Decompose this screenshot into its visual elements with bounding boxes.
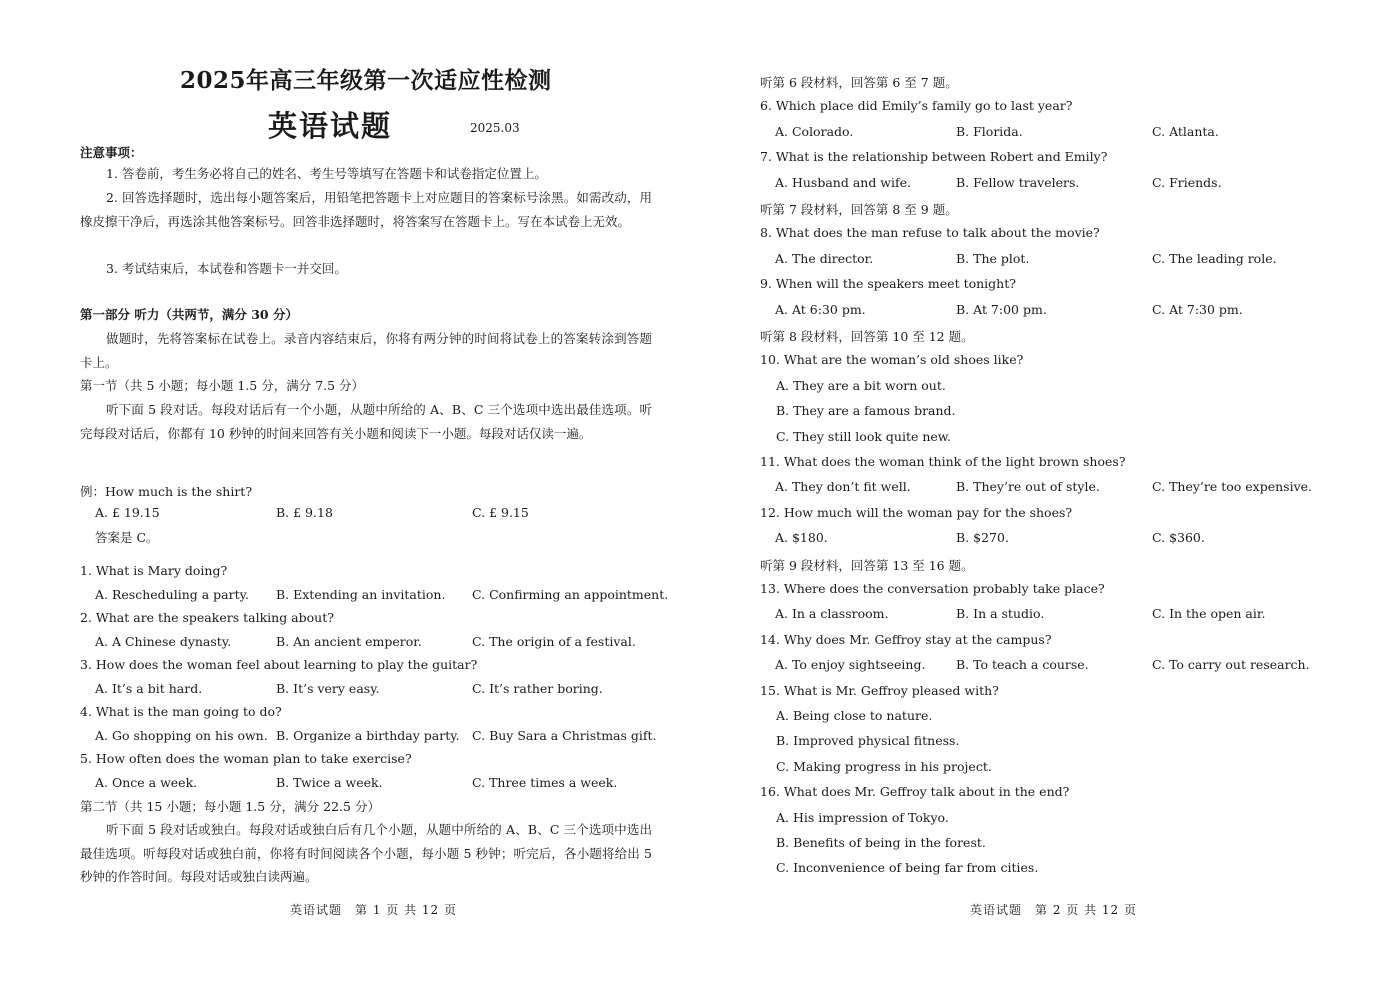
question-1: 1. What is Mary doing?: [80, 563, 228, 578]
option-c: C. $360.: [1152, 530, 1205, 546]
question: 7. What is the relationship between Robert and Emily?: [760, 149, 1108, 165]
option-a: A. In a classroom.: [775, 606, 889, 622]
question-5: 5. How often does the woman plan to take exercise?: [80, 751, 412, 766]
notice-2: 2. 回答选择题时，选出每小题答案后，用铅笔把答题卡上对应题目的答案标号涂黑。如需改动，用橡皮擦干净后，再选涂其他答案标号。回答非选择题时，将答案写在答题卡上。写在本试卷上无效。: [80, 190, 652, 229]
option-b: B. The plot.: [956, 250, 1030, 266]
option-b: B. Benefits of being in the forest.: [776, 835, 986, 850]
option-c: C. Making progress in his project.: [776, 758, 992, 774]
option-a: A. Being close to nature.: [776, 708, 933, 723]
question: 10. What are the woman’s old shoes like?: [760, 352, 1024, 368]
section1-heading: 第一节（共 5 小题；每小题 1.5 分，满分 7.5 分）: [80, 378, 365, 393]
part1-heading: 第一部分 听力（共两节，满分 30 分）: [80, 307, 298, 322]
material-heading: 听第 8 段材料，回答第 10 至 12 题。: [760, 329, 974, 344]
question-2-option-a: A. A Chinese dynasty.: [95, 633, 232, 649]
notice-1: 1. 答卷前，考生务必将自己的姓名、考生号等填写在答题卡和试卷指定位置上。: [106, 166, 547, 181]
question-3-option-b: B. It’s very easy.: [276, 680, 380, 696]
option-c: C. Inconvenience of being far from cities.: [776, 860, 1039, 876]
example-answer: 答案是 C。: [95, 530, 159, 545]
question-1-option-c: C. Confirming an appointment.: [472, 586, 669, 602]
question-5-option-a: A. Once a week.: [95, 774, 198, 790]
option-b: B. To teach a course.: [956, 657, 1089, 673]
option-a: A. They don’t fit well.: [775, 479, 911, 495]
question-2: 2. What are the speakers talking about?: [80, 610, 334, 625]
option-b: B. Florida.: [956, 123, 1023, 139]
example-question: 例：How much is the shirt?: [80, 484, 253, 499]
option-c: C. They still look quite new.: [776, 428, 951, 444]
notice-heading: 注意事项：: [80, 145, 143, 160]
question: 6. Which place did Emily’s family go to last year?: [760, 98, 1073, 114]
question-3: 3. How does the woman feel about learning to play the guitar?: [80, 657, 478, 672]
option-b: B. Improved physical fitness.: [776, 733, 960, 749]
section1-instructions: 听下面 5 段对话。每段对话后有一个小题，从题中所给的 A、B、C 三个选项中选出最佳选项。听完每段对话后，你都有 10 秒钟的时间来回答有关小题和阅读下一小题。每段对话仅读一遍。: [80, 402, 652, 441]
question-1-option-b: B. Extending an invitation.: [276, 586, 446, 602]
question-3-option-a: A. It’s a bit hard.: [95, 680, 203, 696]
example-option-b: B. £ 9.18: [276, 505, 333, 520]
option-c: C. In the open air.: [1152, 606, 1266, 622]
option-a: A. The director.: [775, 250, 874, 266]
option-c: C. Atlanta.: [1152, 123, 1219, 139]
section2-instructions: 听下面 5 段对话或独白。每段对话或独白后有几个小题，从题中所给的 A、B、C 三个选项中选出最佳选项。听每段对话或独白前，你将有时间阅读各个小题，每小题 5 秒钟；听完后，各小题将给出 5 秒钟的作答时间。每段对话或独白读两遍。: [80, 822, 652, 884]
material-heading: 听第 6 段材料，回答第 6 至 7 题。: [760, 75, 958, 90]
question: 12. How much will the woman pay for the shoes?: [760, 504, 1073, 520]
option-c: C. The leading role.: [1152, 250, 1277, 266]
exam-subject: 英语试题: [268, 109, 393, 143]
option-b: B. At 7:00 pm.: [956, 301, 1047, 317]
option-a: A. They are a bit worn out.: [776, 377, 946, 393]
option-b: B. $270.: [956, 530, 1009, 546]
section2-heading: 第二节（共 15 小题；每小题 1.5 分，满分 22.5 分）: [80, 799, 380, 814]
material-heading: 听第 9 段材料，回答第 13 至 16 题。: [760, 557, 974, 573]
page-footer: 英语试题 第 1 页 共 12 页: [290, 903, 457, 917]
question-4: 4. What is the man going to do?: [80, 704, 282, 719]
question-5-option-b: B. Twice a week.: [276, 774, 383, 790]
question-4-option-a: A. Go shopping on his own.: [95, 727, 268, 743]
question: 15. What is Mr. Geffroy pleased with?: [760, 682, 999, 698]
option-a: A. To enjoy sightseeing.: [775, 657, 926, 673]
option-b: B. Fellow travelers.: [956, 174, 1080, 190]
option-a: A. At 6:30 pm.: [775, 301, 866, 317]
option-a: A. Colorado.: [775, 123, 854, 139]
page-footer: 英语试题 第 2 页 共 12 页: [970, 903, 1137, 917]
example-option-c: C. £ 9.15: [472, 505, 529, 520]
question: 14. Why does Mr. Geffroy stay at the campus?: [760, 631, 1052, 647]
question: 16. What does Mr. Geffroy talk about in the end?: [760, 784, 1070, 800]
question: 13. Where does the conversation probably take place?: [760, 581, 1105, 596]
question-1-option-a: A. Rescheduling a party.: [95, 586, 249, 602]
question-2-option-c: C. The origin of a festival.: [472, 633, 636, 649]
question-4-option-c: C. Buy Sara a Christmas gift.: [472, 727, 657, 743]
option-b: B. In a studio.: [956, 606, 1045, 622]
example-option-a: A. £ 19.15: [95, 505, 160, 520]
exam-date: 2025.03: [470, 121, 520, 135]
question-3-option-c: C. It’s rather boring.: [472, 680, 603, 696]
exam-title: 2025年高三年级第一次适应性检测: [180, 67, 552, 94]
option-b: B. They’re out of style.: [956, 479, 1100, 495]
option-a: A. $180.: [775, 530, 828, 546]
notice-3: 3. 考试结束后，本试卷和答题卡一并交回。: [106, 261, 347, 276]
option-c: C. Friends.: [1152, 174, 1222, 190]
option-a: A. Husband and wife.: [775, 174, 911, 190]
question: 8. What does the man refuse to talk about the movie?: [760, 225, 1100, 241]
part1-instructions: 做题时，先将答案标在试卷上。录音内容结束后，你将有两分钟的时间将试卷上的答案转涂到答题卡上。: [80, 331, 652, 370]
option-c: C. At 7:30 pm.: [1152, 301, 1243, 317]
question-2-option-b: B. An ancient emperor.: [276, 633, 422, 649]
question-4-option-b: B. Organize a birthday party.: [276, 727, 460, 743]
question: 11. What does the woman think of the light brown shoes?: [760, 454, 1126, 469]
option-c: C. They’re too expensive.: [1152, 479, 1313, 495]
question: 9. When will the speakers meet tonight?: [760, 276, 1016, 292]
option-a: A. His impression of Tokyo.: [776, 809, 949, 825]
option-b: B. They are a famous brand.: [776, 403, 956, 419]
material-heading: 听第 7 段材料，回答第 8 至 9 题。: [760, 202, 958, 217]
question-5-option-c: C. Three times a week.: [472, 774, 618, 790]
page-2: [700, 0, 1399, 983]
option-c: C. To carry out research.: [1152, 657, 1310, 673]
